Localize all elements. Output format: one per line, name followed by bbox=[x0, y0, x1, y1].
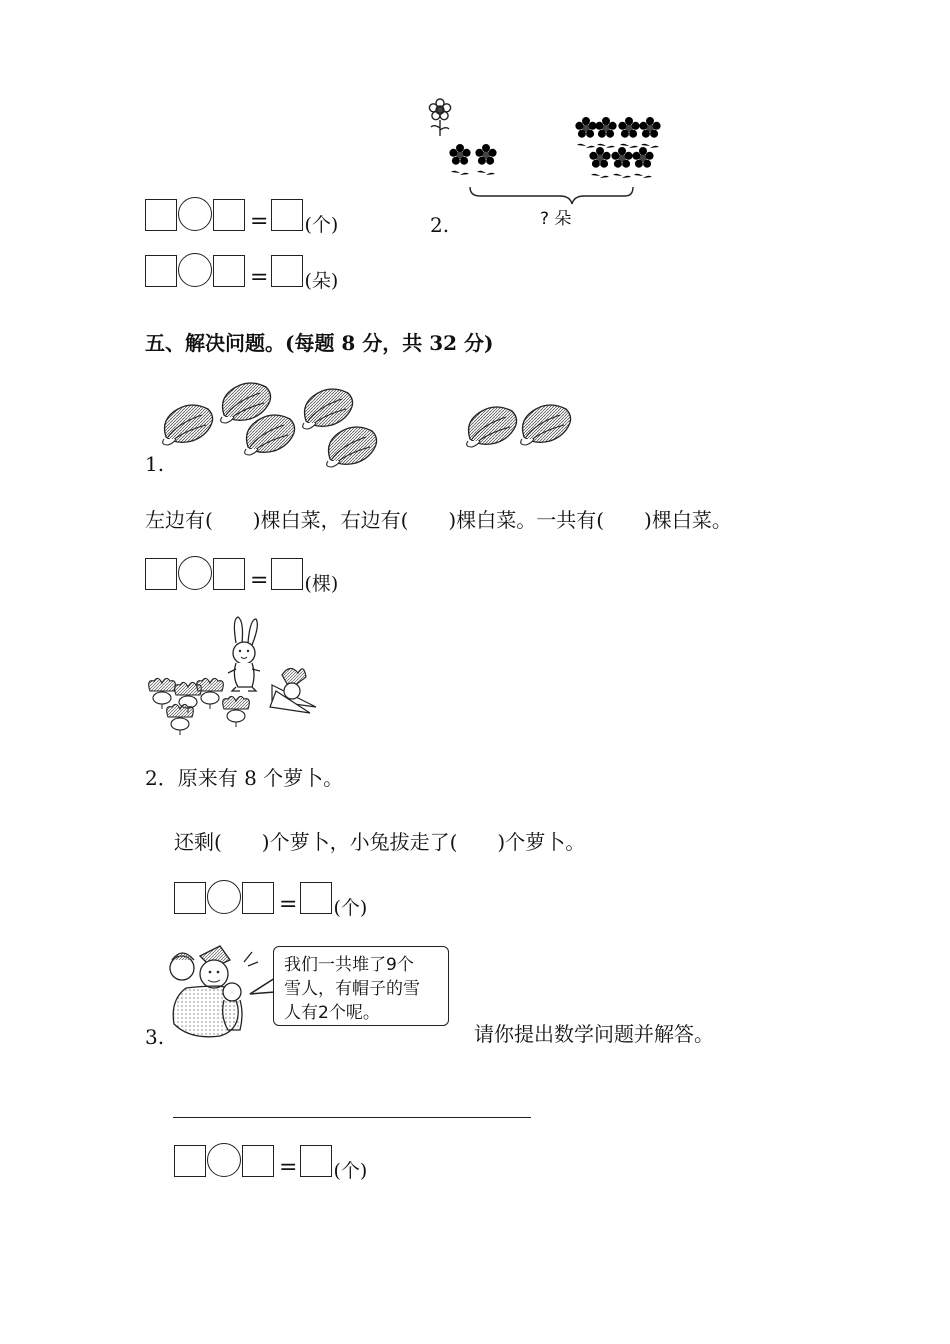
question-number: 1. bbox=[145, 452, 165, 476]
problem-number: 2. bbox=[430, 213, 450, 237]
answer-box[interactable] bbox=[213, 255, 245, 287]
operator-circle[interactable] bbox=[178, 253, 212, 287]
rabbit-radishes-illustration bbox=[140, 615, 330, 740]
equals-sign: = bbox=[250, 265, 269, 290]
result-box[interactable] bbox=[271, 558, 303, 590]
operator-circle[interactable] bbox=[178, 197, 212, 231]
question-number: 3. bbox=[145, 1025, 165, 1049]
operator-circle[interactable] bbox=[178, 556, 212, 590]
answer-box[interactable] bbox=[174, 1145, 206, 1177]
equation-row-2 bbox=[145, 253, 339, 292]
operator-circle[interactable] bbox=[207, 880, 241, 914]
result-box[interactable] bbox=[271, 199, 303, 231]
bubble-line: 人有2个呢。 bbox=[284, 1003, 380, 1023]
cabbages-illustration bbox=[160, 375, 600, 475]
flowers-illustration bbox=[440, 110, 680, 210]
unit-label: (个) bbox=[333, 897, 368, 919]
result-box[interactable] bbox=[271, 255, 303, 287]
unit-label: (个) bbox=[304, 214, 339, 236]
equals-sign: = bbox=[279, 892, 298, 917]
answer-box[interactable] bbox=[242, 882, 274, 914]
unit-label: (棵) bbox=[304, 573, 339, 595]
answer-box[interactable] bbox=[145, 255, 177, 287]
operator-circle[interactable] bbox=[207, 1143, 241, 1177]
unit-label: (个) bbox=[333, 1160, 368, 1182]
equals-sign: = bbox=[250, 568, 269, 593]
answer-box[interactable] bbox=[213, 199, 245, 231]
answer-line[interactable] bbox=[173, 1117, 531, 1118]
answer-box[interactable] bbox=[145, 558, 177, 590]
answer-box[interactable] bbox=[174, 882, 206, 914]
equation-row-1 bbox=[145, 197, 339, 236]
result-box[interactable] bbox=[300, 1145, 332, 1177]
answer-box[interactable] bbox=[145, 199, 177, 231]
q3-prompt: 请你提出数学问题并解答。 bbox=[474, 1022, 714, 1046]
brace-label: ? 朵 bbox=[540, 209, 572, 229]
q2-sentence: 还剩( )个萝卜，小兔拔走了( )个萝卜。 bbox=[174, 830, 586, 854]
equation-row-q1 bbox=[145, 556, 339, 595]
equals-sign: = bbox=[250, 209, 269, 234]
answer-box[interactable] bbox=[242, 1145, 274, 1177]
speech-bubble bbox=[273, 946, 449, 1026]
q2-intro: 2．原来有 8 个萝卜。 bbox=[145, 766, 344, 790]
bubble-line: 雪人，有帽子的雪 bbox=[284, 979, 420, 999]
q1-sentence: 左边有( )棵白菜，右边有( )棵白菜。一共有( )棵白菜。 bbox=[145, 508, 732, 532]
unit-label: (朵) bbox=[304, 270, 339, 292]
equation-row-q2 bbox=[174, 880, 368, 919]
bubble-line: 我们一共堆了9个 bbox=[284, 955, 414, 975]
result-box[interactable] bbox=[300, 882, 332, 914]
answer-box[interactable] bbox=[213, 558, 245, 590]
equation-row-q3 bbox=[174, 1143, 368, 1182]
equals-sign: = bbox=[279, 1155, 298, 1180]
section-heading: 五、解决问题。(每题 8 分，共 32 分) bbox=[145, 331, 494, 355]
